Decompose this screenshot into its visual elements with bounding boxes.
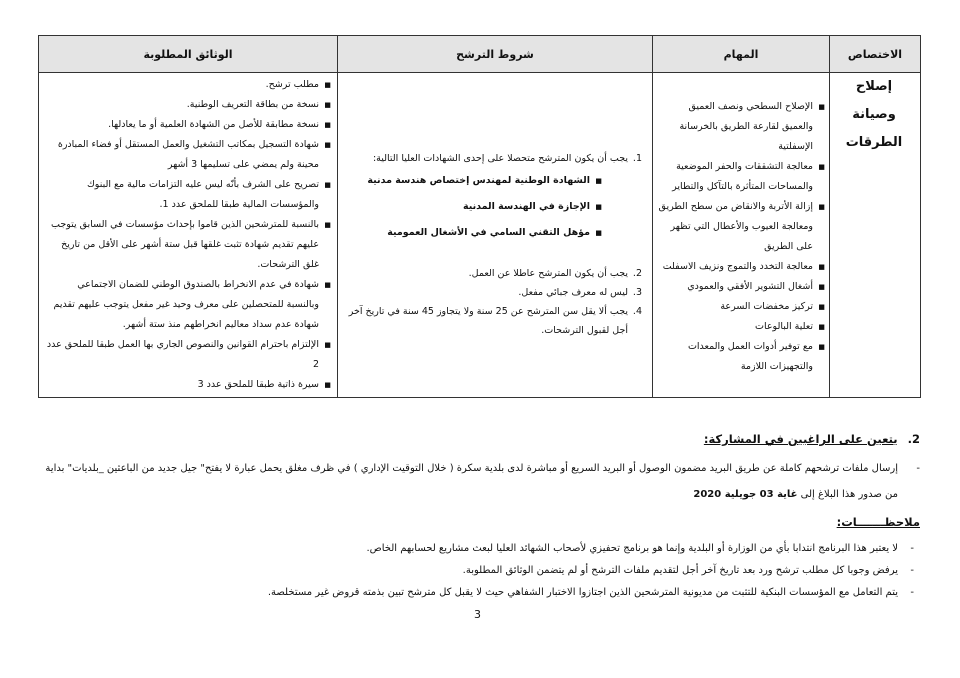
bullet-dash: - <box>916 463 920 474</box>
list-item <box>40 582 920 604</box>
degree-item: ■ مؤهل التقني السامي في الأشغال العمومية <box>346 220 602 246</box>
list-item: ■ الإصلاح السطحي ونصف العميق والعميق لقارعة الطريق بالخرسانة الإسفلتية <box>657 97 825 157</box>
tasks-list <box>657 97 825 377</box>
list-item: ■ بالنسبة للمترشحين الذين قاموا بإحداث مؤسسات في السابق يتوجب عليهم تقديم شهادة تثبت غلقها قبل ستة أشهر على الأقل من تاريخ غلق الترشحات. <box>43 215 331 275</box>
list-item: ■ إزالة الأتربة والانقاض من سطح الطريق ومعالجة العيوب والأعطال التي تظهر على الطريق <box>657 197 825 257</box>
bullet-dash: - <box>910 587 914 598</box>
list-item <box>40 538 920 560</box>
condition-number: 4. <box>632 306 642 317</box>
list-item: ■ نسخة مطابقة للأصل من الشهادة العلمية أو ما يعادلها. <box>43 115 331 135</box>
list-item: ■ نسخة من بطاقة التعريف الوطنية. <box>43 95 331 115</box>
section-title: يتعين على الراغبين في المشاركة: <box>703 432 898 446</box>
list-item: ■ تركيز مخفضات السرعة <box>657 297 825 317</box>
header-conditions: شروط الترشح <box>338 36 653 73</box>
header-specialty: الاختصاص <box>830 36 921 73</box>
submission-paragraph <box>40 456 920 508</box>
condition-number: 3. <box>632 287 642 298</box>
condition-item <box>346 302 642 340</box>
list-item: ■ مطلب ترشح. <box>43 75 331 95</box>
spacer <box>346 246 642 264</box>
bullet-dash: - <box>910 565 914 576</box>
paragraph-body <box>40 456 920 508</box>
conditions-cell <box>338 73 653 398</box>
note-text: يتم التعامل مع المؤسسات البنكية للتثبت من مديونية المترشحين الذين اجتازوا الاختبار الشفاهي حيث لا يقبل كل مترشح تبين بذمته قروض غير مستخلصة. <box>267 587 898 598</box>
section-number: 2. <box>907 432 920 446</box>
deadline-text: غاية 03 جويلية 2020 <box>693 489 798 500</box>
notes-heading: ملاحظـــــــات: <box>836 515 920 529</box>
specialty-cell <box>830 73 921 398</box>
page-number: 3 <box>474 608 481 621</box>
condition-text: يجب أن يكون المترشح متحصلا على إحدى الشهادات العليا التالية: <box>372 153 628 164</box>
list-item: ■ معالجة التشققات والحفر الموضعية والمساحات المتأثرة بالتآكل والتطاير <box>657 157 825 197</box>
list-item: ■ تعلية البالوعات <box>657 317 825 337</box>
condition-text: يجب أن يكون المترشح عاطلا عن العمل. <box>468 268 628 279</box>
list-item: ■ شهادة في عدم الانخراط بالصندوق الوطني للضمان الاجتماعي وبالنسبة للمتحصلين على معرف وحيد غير مفعل يتوجب عليهم تقديم شهادة عدم سداد معاليم انخراطهم منذ ستة أشهر. <box>43 275 331 335</box>
condition-number: 2. <box>632 268 642 279</box>
documents-list <box>43 75 331 395</box>
condition-item <box>346 283 642 302</box>
list-item <box>40 560 920 582</box>
note-text: لا يعتبر هذا البرنامج انتدابا بأي من الوزارة أو البلدية وإنما هو برنامج تحفيزي لأصحاب الشهائد العليا لبعث مشاريع لحسابهم الخاص. <box>366 543 898 554</box>
conditions-list <box>346 149 642 340</box>
list-item: ■ أشغال التشوير الأفقي والعمودي <box>657 277 825 297</box>
condition-text: ليس له معرف جبائي مفعل. <box>518 287 628 298</box>
section-2-heading <box>40 432 920 446</box>
table-header-row <box>39 36 921 73</box>
paragraph-text: إرسال ملفات ترشحهم كاملة عن طريق البريد مضمون الوصول أو البريد السريع أو مباشرة لدى بلدية سكرة ( خلال التوقيت الإداري ) في ظرف مغلق يحمل عبارة لا يفتح" جيل جديد من الباعثين _بلديات" بداية من صدور هذا البلاغ إلى <box>45 463 898 500</box>
header-tasks: المهام <box>653 36 830 73</box>
degree-item: ■ الشهادة الوطنية لمهندس إختصاص هندسة مدنية <box>346 168 602 194</box>
header-documents: الوثائق المطلوبة <box>39 36 338 73</box>
specialty-name: إصلاح وصيانة الطرقات <box>845 79 903 150</box>
requirements-table <box>38 35 921 398</box>
list-item: ■ سيرة ذاتية طبقا للملحق عدد 3 <box>43 375 331 395</box>
bullet-dash: - <box>910 543 914 554</box>
degrees-list <box>346 168 602 246</box>
degree-item: ■ الإجازة في الهندسة المدنية <box>346 194 602 220</box>
list-item: ■ تصريح على الشرف بأنّه ليس عليه التزامات مالية مع البنوك والمؤسسات المالية طبقا للملحق عدد 1. <box>43 175 331 215</box>
note-text: يرفض وجوبا كل مطلب ترشح ورد بعد تاريخ آخر أجل لتقديم ملفات الترشح أو لم يتضمن الوثائق المطلوبة. <box>462 565 898 576</box>
tasks-cell <box>653 73 830 398</box>
condition-item <box>346 149 642 246</box>
list-item: ■ معالجة التخدد والتموج ونزيف الاسفلت <box>657 257 825 277</box>
list-item: ■ الإلتزام باحترام القوانين والنصوص الجاري بها العمل طبقا للملحق عدد 2 <box>43 335 331 375</box>
list-item: ■ مع توفير أدوات العمل والمعدات والتجهيزات اللازمة <box>657 337 825 377</box>
table-row <box>39 73 921 398</box>
condition-item <box>346 264 642 283</box>
condition-number: 1. <box>632 153 642 164</box>
condition-text: يجب ألا يقل سن المترشح عن 25 سنة ولا يتجاوز 45 سنة في تاريخ آخر أجل لقبول الترشحات. <box>348 306 628 336</box>
notes-list <box>40 538 920 604</box>
list-item: ■ شهادة التسجيل بمكاتب التشغيل والعمل المستقل أو فضاء المبادرة محينة ولم يمضي على تسليمها 3 أشهر <box>43 135 331 175</box>
documents-cell <box>39 73 338 398</box>
notes-section <box>40 538 920 604</box>
